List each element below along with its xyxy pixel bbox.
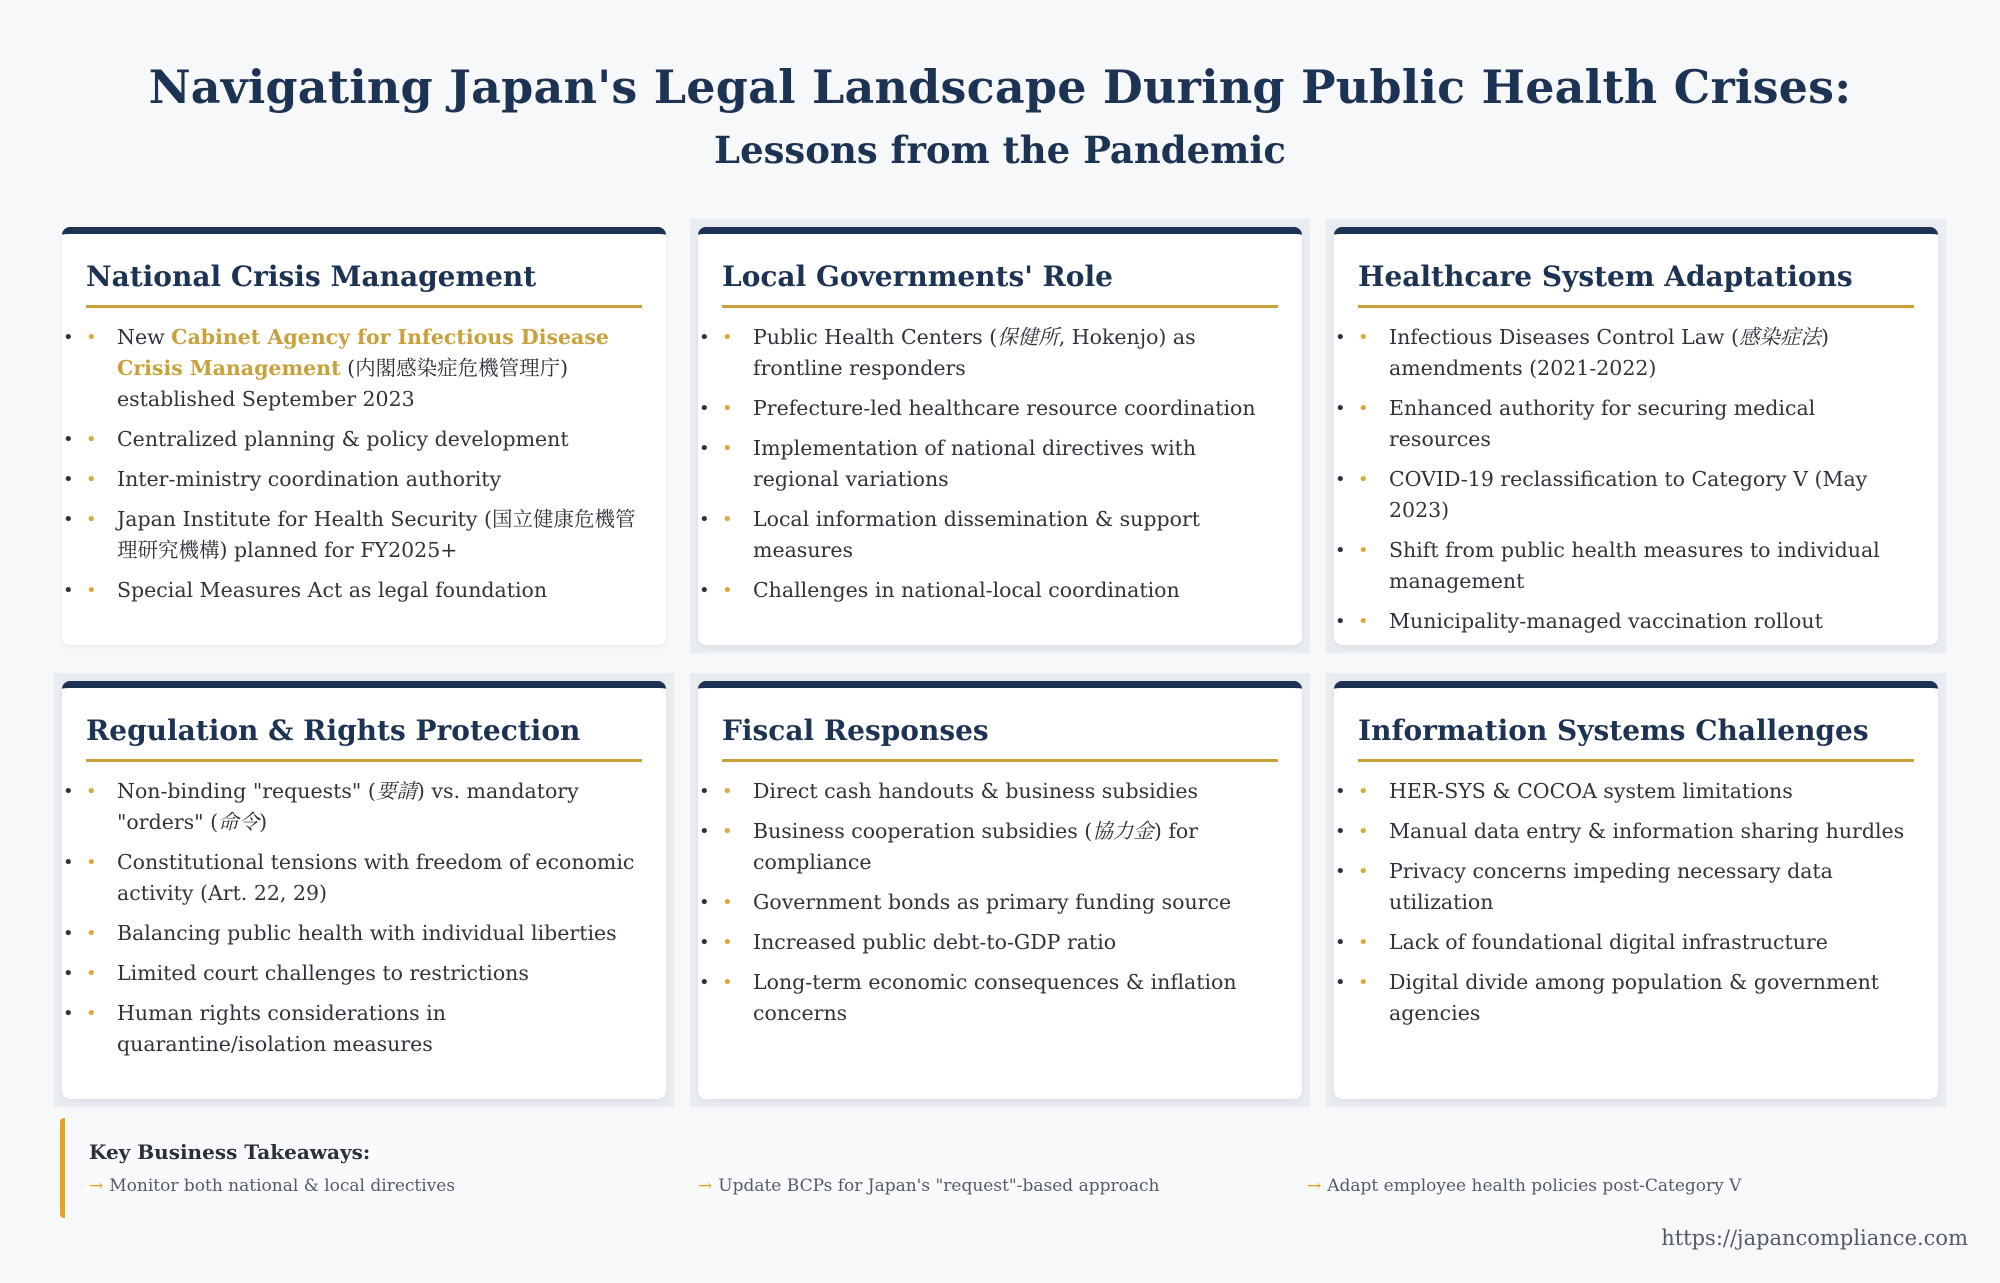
item-text: ) vs. mandatory "orders" ( xyxy=(117,779,579,834)
list-item: • Limited court challenges to restrictions • xyxy=(86,958,642,989)
list-item: • Challenges in national-local coordination • xyxy=(722,575,1278,606)
list-item: • Prefecture-led healthcare resource coordination • xyxy=(722,393,1278,424)
card-fiscal-responses xyxy=(698,681,1302,1099)
item-text: New xyxy=(117,325,172,349)
list-item: • Enhanced authority for securing medical resources • xyxy=(1358,393,1914,455)
card-regulation-rights-protection xyxy=(62,681,666,1099)
japanese-term: 要請 xyxy=(375,779,417,803)
card-cell-regulation xyxy=(54,673,674,1107)
list-item: • Municipality-managed vaccination rollout • xyxy=(1358,606,1914,637)
list-item: • Inter-ministry coordination authority • xyxy=(86,464,642,495)
card-grid xyxy=(54,219,1946,1107)
key-business-takeaways xyxy=(60,1118,1940,1218)
item-text: , Hokenjo) as frontline responders xyxy=(753,325,1196,380)
card-cell-information xyxy=(1326,673,1946,1107)
list-item: • Privacy concerns impeding necessary data utilization • xyxy=(1358,856,1914,918)
list-item: • COVID-19 reclassification to Category V (May 2023) • xyxy=(1358,464,1914,526)
item-text: ) xyxy=(259,810,268,834)
list-item: • Long-term economic consequences & inflation concerns • xyxy=(722,967,1278,1029)
item-text: Public Health Centers ( xyxy=(753,325,998,349)
card-cell-local xyxy=(690,219,1310,653)
list-item xyxy=(1358,322,1914,384)
takeaway-item xyxy=(89,1176,698,1196)
card-title: Healthcare System Adaptations xyxy=(1358,260,1914,308)
item-text: Non-binding "requests" ( xyxy=(117,779,376,803)
takeaways-title: Key Business Takeaways: xyxy=(89,1140,371,1164)
takeaway-item xyxy=(1307,1176,1916,1196)
page-title: Navigating Japan's Legal Landscape During Public Health Crises: xyxy=(148,60,1852,114)
list-item: • Special Measures Act as legal foundation • xyxy=(86,575,642,606)
footer-url: https://japancompliance.com xyxy=(1661,1226,1968,1250)
list-item: • Digital divide among population & government agencies • xyxy=(1358,967,1914,1029)
card-healthcare-system-adaptations xyxy=(1334,227,1938,645)
takeaway-item xyxy=(698,1176,1307,1196)
list-item: • Implementation of national directives with regional variations • xyxy=(722,433,1278,495)
card-list xyxy=(86,322,642,606)
list-item: • Balancing public health with individual liberties • xyxy=(86,918,642,949)
item-text: Infectious Diseases Control Law ( xyxy=(1389,325,1740,349)
card-cell-national xyxy=(54,219,674,653)
agency-highlight: Cabinet Agency for Infectious Disease Crisis Management xyxy=(117,325,609,380)
japanese-term: 協力金 xyxy=(1092,819,1154,843)
item-text: Business cooperation subsidies ( xyxy=(753,819,1093,843)
list-item xyxy=(86,322,642,415)
card-cell-healthcare xyxy=(1326,219,1946,653)
list-item: • Government bonds as primary funding source • xyxy=(722,887,1278,918)
card-list xyxy=(1358,322,1914,637)
card-list xyxy=(722,322,1278,606)
japanese-term: 保健所 xyxy=(997,325,1059,349)
card-title: Local Governments' Role xyxy=(722,260,1278,308)
takeaways-row xyxy=(89,1176,1916,1196)
list-item xyxy=(722,816,1278,878)
card-information-systems-challenges xyxy=(1334,681,1938,1099)
takeaway-text: Update BCPs for Japan's "request"-based approach xyxy=(718,1176,1160,1196)
list-item: • Lack of foundational digital infrastructure • xyxy=(1358,927,1914,958)
arrow-right-icon: → xyxy=(698,1176,713,1196)
card-local-governments-role xyxy=(698,227,1302,645)
page-subtitle: Lessons from the Pandemic xyxy=(714,128,1286,172)
takeaway-text: Adapt employee health policies post-Category V xyxy=(1327,1176,1742,1196)
card-title: Regulation & Rights Protection xyxy=(86,714,642,762)
list-item: • Constitutional tensions with freedom of economic activity (Art. 22, 29) • xyxy=(86,847,642,909)
list-item: • Increased public debt-to-GDP ratio • xyxy=(722,927,1278,958)
list-item: • Human rights considerations in quarantine/isolation measures • xyxy=(86,998,642,1060)
card-title: National Crisis Management xyxy=(86,260,642,308)
list-item: • Manual data entry & information sharing hurdles • xyxy=(1358,816,1914,847)
card-list xyxy=(1358,776,1914,1029)
list-item: • Shift from public health measures to individual management • xyxy=(1358,535,1914,597)
item-text: ) for compliance xyxy=(753,819,1199,874)
card-list xyxy=(722,776,1278,1029)
item-text: ) amendments (2021-2022) xyxy=(1389,325,1830,380)
card-national-crisis-management xyxy=(62,227,666,645)
list-item: • HER-SYS & COCOA system limitations • xyxy=(1358,776,1914,807)
card-list xyxy=(86,776,642,1060)
card-title: Information Systems Challenges xyxy=(1358,714,1914,762)
list-item: • Centralized planning & policy development • xyxy=(86,424,642,455)
item-text: (内閣感染症危機管理庁) established September 2023 xyxy=(117,356,569,411)
japanese-term: 命令 xyxy=(218,810,260,834)
list-item xyxy=(86,776,642,838)
list-item: • Direct cash handouts & business subsidies • xyxy=(722,776,1278,807)
card-cell-fiscal xyxy=(690,673,1310,1107)
list-item xyxy=(722,322,1278,384)
japanese-term: 感染症法 xyxy=(1739,325,1822,349)
takeaway-text: Monitor both national & local directives xyxy=(109,1176,456,1196)
arrow-right-icon: → xyxy=(89,1176,104,1196)
list-item: • Local information dissemination & support measures • xyxy=(722,504,1278,566)
list-item: • Japan Institute for Health Security (国立健康危機管理研究機構) planned for FY2025+ • xyxy=(86,504,642,566)
arrow-right-icon: → xyxy=(1307,1176,1322,1196)
card-title: Fiscal Responses xyxy=(722,714,1278,762)
